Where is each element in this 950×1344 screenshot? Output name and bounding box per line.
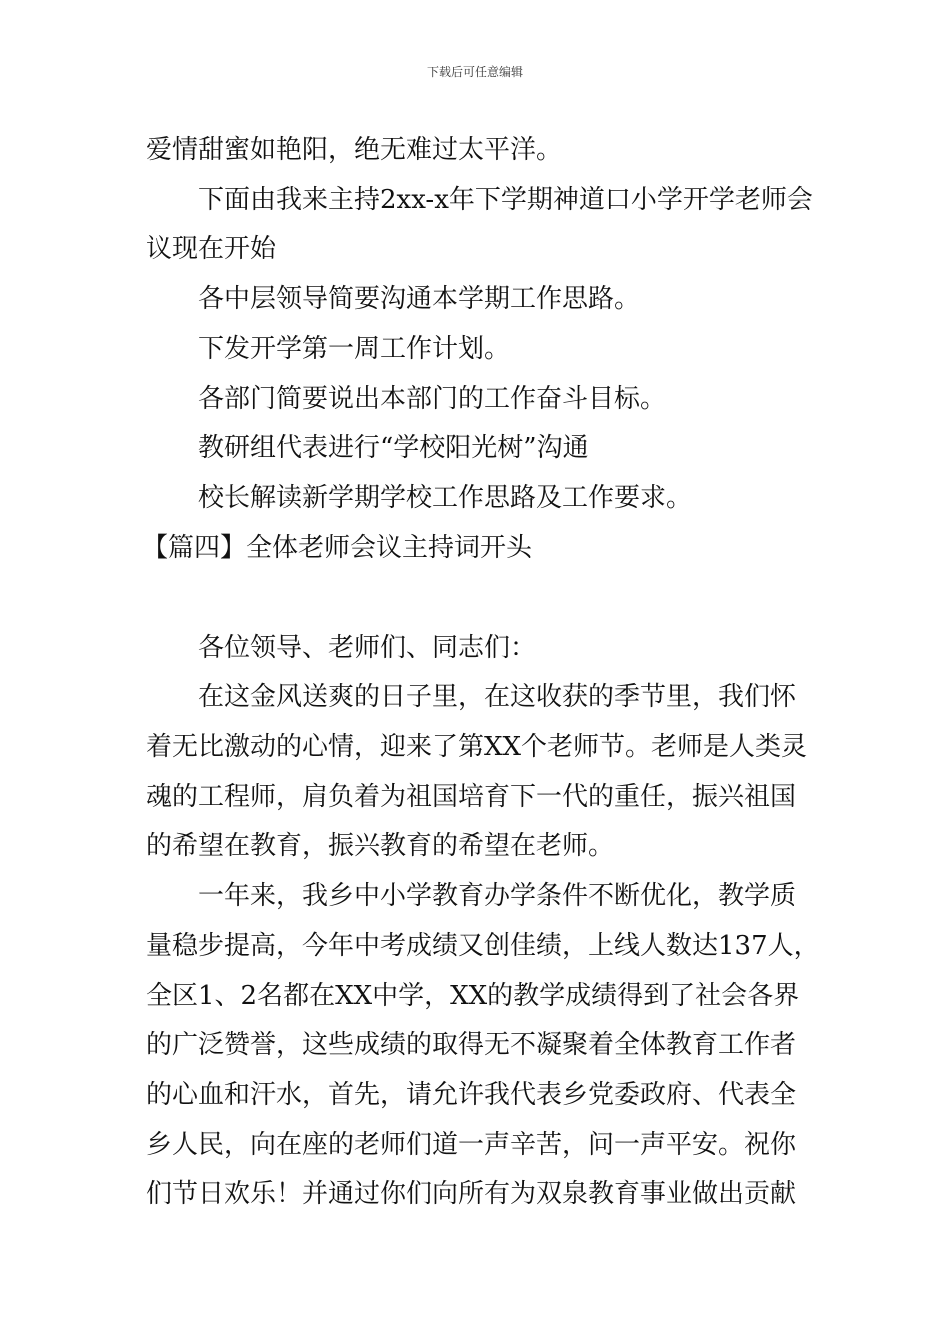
- body-text-line: 的心血和汗水，首先，请允许我代表乡党委政府、代表全: [146, 1080, 797, 1110]
- body-text-line: 们节日欢乐！并通过你们向所有为双泉教育事业做出贡献: [146, 1179, 797, 1209]
- body-text-line: 的希望在教育，振兴教育的希望在老师。: [146, 831, 615, 861]
- body-text-line: 的广泛赞誉，这些成绩的取得无不凝聚着全体教育工作者: [146, 1030, 797, 1060]
- section-heading: 【篇四】全体老师会议主持词开头: [142, 533, 533, 563]
- salutation-line: 各位领导、老师们、同志们：: [198, 633, 537, 663]
- body-text-line: 议现在开始: [146, 234, 277, 264]
- body-text-line: 全区1、2名都在XX中学，XX的教学成绩得到了社会各界: [146, 981, 800, 1011]
- body-text-line: 教研组代表进行“学校阳光树”沟通: [198, 433, 589, 463]
- body-text-line: 着无比激动的心情，迎来了第XX个老师节。老师是人类灵: [146, 732, 808, 762]
- body-text-line: 一年来，我乡中小学教育办学条件不断优化，教学质: [198, 881, 797, 911]
- body-text-line: 各部门简要说出本部门的工作奋斗目标。: [198, 384, 667, 414]
- body-text-line: 校长解读新学期学校工作思路及工作要求。: [198, 483, 693, 513]
- body-text-line: 下面由我来主持2xx-x年下学期神道口小学开学老师会: [198, 185, 813, 215]
- body-text-line: 下发开学第一周工作计划。: [198, 334, 511, 364]
- body-text-line: 魂的工程师，肩负着为祖国培育下一代的重任，振兴祖国: [146, 782, 797, 812]
- body-text-line: 在这金风送爽的日子里，在这收获的季节里，我们怀: [198, 682, 797, 712]
- body-text-line: 各中层领导简要沟通本学期工作思路。: [198, 284, 641, 314]
- body-text-line: 爱情甜蜜如艳阳，绝无难过太平洋。: [146, 135, 563, 165]
- body-text-line: 量稳步提高，今年中考成绩又创佳绩，上线人数达137人，: [146, 931, 820, 961]
- body-text-line: 乡人民，向在座的老师们道一声辛苦，问一声平安。祝你: [146, 1130, 797, 1160]
- page-header-note: 下载后可任意编辑: [426, 65, 523, 79]
